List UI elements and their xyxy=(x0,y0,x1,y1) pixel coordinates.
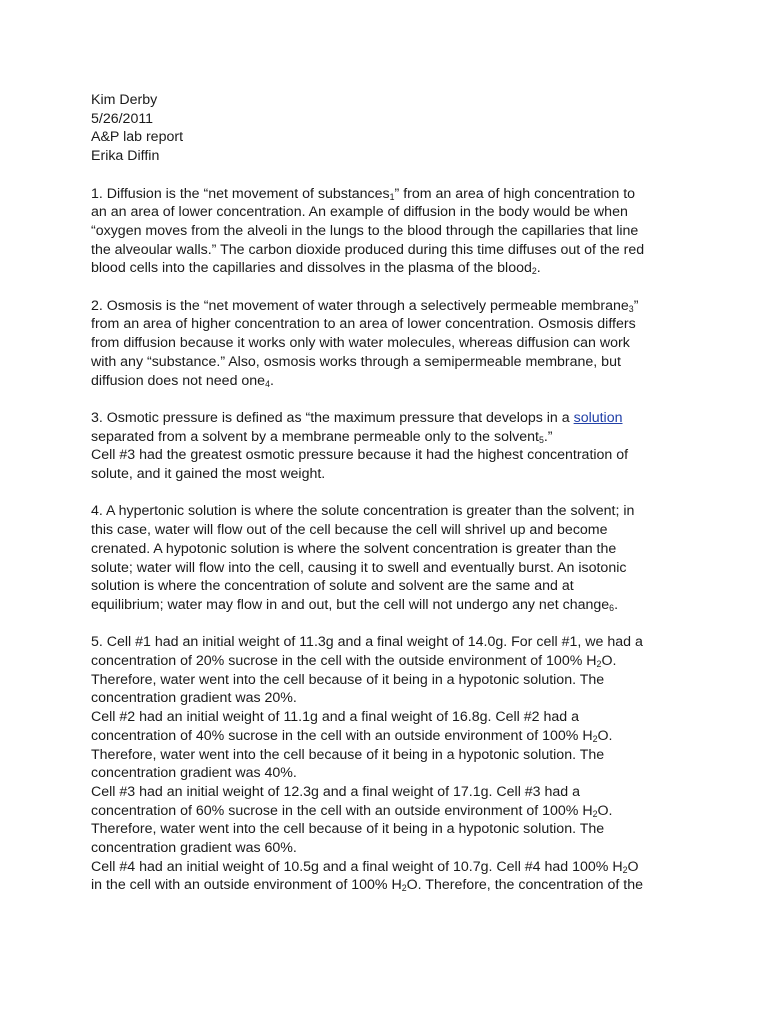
paragraph-cell-results xyxy=(91,633,691,895)
text-line: concentration gradient was 40%. xyxy=(91,765,297,782)
text-line: the alveoular walls.” The carbon dioxide produced during this time diffuses out of the red xyxy=(91,241,645,258)
text-line: Therefore, water went into the cell because of it being in a hypotonic solution. The xyxy=(91,671,605,688)
text-line: crenated. A hypotonic solution is where the solvent concentration is greater than the xyxy=(91,540,617,557)
document-body xyxy=(91,91,691,895)
text-line: an an area of lower concentration. An example of diffusion in the body would be when xyxy=(91,204,628,221)
text-line: concentration of 40% sucrose in the cell with an outside environment of 100% $H_2O$. xyxy=(91,727,613,745)
author-name: Kim Derby xyxy=(91,92,158,108)
text-line: 3. Osmotic pressure is defined as “the maximum pressure that develops in a solution xyxy=(91,409,623,426)
partner-name: Erika Diffin xyxy=(91,148,160,165)
text-line: 5. Cell #1 had an initial weight of 11.3g and a final weight of 14.0g. For cell #1, we had a xyxy=(91,634,643,651)
text-line: solute; water will flow into the cell, causing it to swell and eventually burst. An isotonic xyxy=(91,559,627,576)
text-line: Cell #4 had an initial weight of 10.5g and a final weight of 10.7g. Cell #4 had 100% $H_2O$ xyxy=(91,858,639,875)
footnote-ref: 6 xyxy=(609,603,615,614)
text-line: concentration of 20% sucrose in the cell with the outside environment of 100% $H_2O$. xyxy=(91,653,617,670)
text-line: Cell #3 had an initial weight of 12.3g and a final weight of 17.1g. Cell #3 had a xyxy=(91,783,581,800)
report-date: 5/26/2011 xyxy=(91,110,154,127)
course-title: A&P lab report xyxy=(91,129,184,146)
subscript: 2 xyxy=(596,659,602,670)
subscript: 2 xyxy=(592,808,598,819)
report-header xyxy=(91,91,691,166)
footnote-ref: 1 xyxy=(389,191,395,202)
text-line: diffusion does not need one$_4$. xyxy=(91,372,274,389)
text-line: solution is where the concentration of solute and solvent are the same and at xyxy=(91,578,574,595)
text-line: 4. A hypertonic solution is where the solute concentration is greater than the solvent; in xyxy=(91,503,635,520)
subscript: 2 xyxy=(592,734,598,745)
text-line: with any “substance.” Also, osmosis works through a semipermeable membrane, but xyxy=(91,353,621,370)
text-line: Therefore, water went into the cell because of it being in a hypotonic solution. The xyxy=(91,821,605,838)
footnote-ref: 5 xyxy=(538,434,544,445)
footnote-ref: 3 xyxy=(628,303,634,314)
text-line: separated from a solvent by a membrane permeable only to the solvent$_5$.” xyxy=(91,428,553,445)
text-line: concentration of 60% sucrose in the cell with an outside environment of 100% $H_2O$. xyxy=(91,802,613,819)
paragraph-osmosis xyxy=(91,297,691,391)
text-line: Cell #2 had an initial weight of 11.1g and a final weight of 16.8g. Cell #2 had a xyxy=(91,709,579,726)
text-line: 2. Osmosis is the “net movement of water through a selectively permeable membrane$_3$” xyxy=(91,297,639,314)
text-line: this case, water will flow out of the cell because the cell will shrivel up and become xyxy=(91,522,608,539)
subscript: 2 xyxy=(622,864,628,875)
text-line: in the cell with an outside environment of 100% $H_2O$. Therefore, the concentration of the xyxy=(91,877,643,894)
text-line: equilibrium; water may flow in and out, but the cell will not undergo any net change$_6$. xyxy=(91,596,619,614)
text-line: “oxygen moves from the alveoli in the lungs to the blood through the capillaries that line xyxy=(91,222,639,239)
text-line: 1. Diffusion is the “net movement of substances$_1$” from an area of high concentration to xyxy=(91,185,636,202)
text-line: concentration gradient was 20%. xyxy=(91,690,297,707)
text-line: concentration gradient was 60%. xyxy=(91,840,297,857)
text-line: blood cells into the capillaries and dissolves in the plasma of the blood$_2$. xyxy=(91,260,541,277)
text-line: solute, and it gained the most weight. xyxy=(91,466,326,483)
text-line: Therefore, water went into the cell because of it being in a hypotonic solution. The xyxy=(91,746,605,763)
subscript: 2 xyxy=(401,883,407,894)
paragraph-tonicity xyxy=(91,502,691,614)
paragraph-diffusion xyxy=(91,185,691,279)
text-line: from an area of higher concentration to an area of lower concentration. Osmosis differs xyxy=(91,316,636,333)
footnote-ref: 2 xyxy=(531,266,537,277)
text-line: from diffusion because it works only with water molecules, whereas diffusion can work xyxy=(91,335,630,352)
footnote-ref: 4 xyxy=(265,378,270,389)
paragraph-osmotic-pressure xyxy=(91,409,691,484)
solution-link[interactable]: solution xyxy=(573,409,623,426)
text-line: Cell #3 had the greatest osmotic pressure because it had the highest concentration of xyxy=(91,447,629,464)
